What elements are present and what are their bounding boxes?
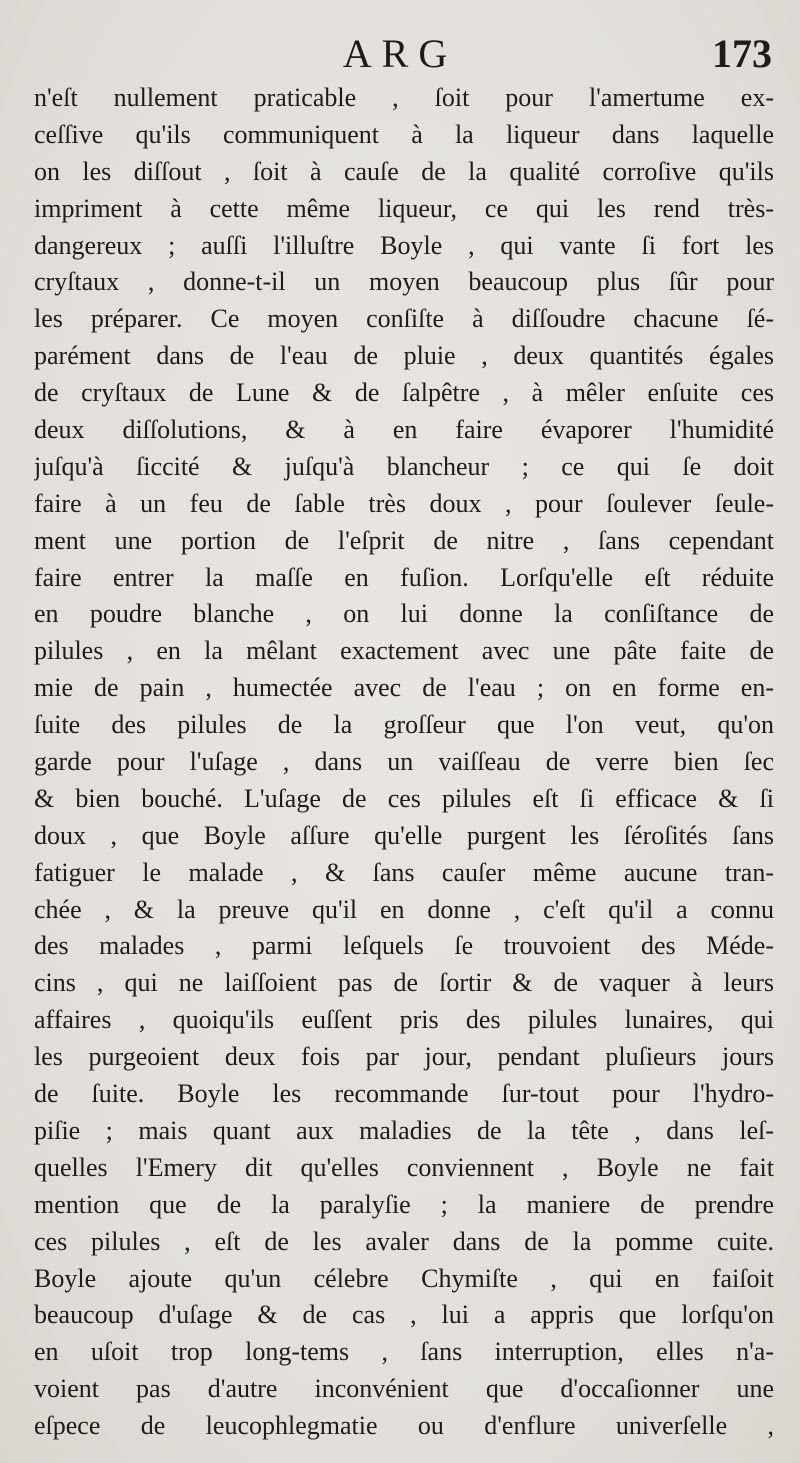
running-head bbox=[0, 30, 800, 80]
text-line: pilules , en la mêlant exactement avec une pâte faite de bbox=[34, 636, 774, 666]
text-line: faire entrer la maſſe en fuſion. Lorſqu'elle eſt réduite bbox=[34, 562, 774, 592]
text-line: on les diſſout , ſoit à cauſe de la qualité corroſive qu'ils bbox=[34, 156, 774, 186]
text-line: cins , qui ne laiſſoient pas de ſortir & de vaquer à leurs bbox=[34, 968, 774, 998]
text-line: mention que de la paralyſie ; la maniere de prendre bbox=[34, 1189, 774, 1219]
text-line: eſpece de leucophlegmatie ou d'enflure univerſelle , bbox=[34, 1411, 774, 1441]
text-line: cryſtaux , donne-t-il un moyen beaucoup plus ſûr pour bbox=[34, 267, 774, 297]
text-line: ment une portion de l'eſprit de nitre , ſans cependant bbox=[34, 525, 774, 555]
text-line: faire à un feu de ſable très doux , pour ſoulever ſeule- bbox=[34, 488, 774, 518]
text-line: impriment à cette même liqueur, ce qui les rend très- bbox=[34, 193, 774, 223]
text-line: parément dans de l'eau de pluie , deux quantités égales bbox=[34, 341, 774, 371]
body-text bbox=[34, 80, 774, 1445]
running-head-word: ARG bbox=[342, 31, 458, 76]
text-line: garde pour l'uſage , dans un vaiſſeau de verre bien ſec bbox=[34, 747, 774, 777]
text-line: les préparer. Ce moyen conſiſte à diſſoudre chacune ſé- bbox=[34, 304, 774, 334]
text-line: deux diſſolutions, & à en faire évaporer l'humidité bbox=[34, 415, 774, 445]
text-line: & bien bouché. L'uſage de ces pilules eſt ſi efficace & ſi bbox=[34, 783, 774, 813]
text-line: de cryſtaux de Lune & de ſalpêtre , à mêler enſuite ces bbox=[34, 378, 774, 408]
text-line: de ſuite. Boyle les recommande ſur-tout pour l'hydro- bbox=[34, 1079, 774, 1109]
text-line: piſie ; mais quant aux maladies de la tête , dans leſ- bbox=[34, 1115, 774, 1145]
text-line: quelles l'Emery dit qu'elles conviennent , Boyle ne fait bbox=[34, 1152, 774, 1182]
text-line: mie de pain , humectée avec de l'eau ; on en forme en- bbox=[34, 673, 774, 703]
text-line: dangereux ; auſſi l'illuſtre Boyle , qui vante ſi fort les bbox=[34, 230, 774, 260]
text-line: beaucoup d'uſage & de cas , lui a appris que lorſqu'on bbox=[34, 1300, 774, 1330]
text-line: en uſoit trop long-tems , ſans interruption, elles n'a- bbox=[34, 1337, 774, 1367]
text-line: voient pas d'autre inconvénient que d'occaſionner une bbox=[34, 1374, 774, 1404]
text-line: en poudre blanche , on lui donne la conſiſtance de bbox=[34, 599, 774, 629]
text-line: doux , que Boyle aſſure qu'elle purgent les ſéroſités ſans bbox=[34, 820, 774, 850]
text-line: ceſſive qu'ils communiquent à la liqueur dans laquelle bbox=[34, 119, 774, 149]
text-line: chée , & la preuve qu'il en donne , c'eſt qu'il a connu bbox=[34, 894, 774, 924]
text-line: ſuite des pilules de la groſſeur que l'on veut, qu'on bbox=[34, 710, 774, 740]
text-line: juſqu'à ſiccité & juſqu'à blancheur ; ce qui ſe doit bbox=[34, 451, 774, 481]
text-line: les purgeoient deux fois par jour, pendant pluſieurs jours bbox=[34, 1042, 774, 1072]
text-line: affaires , quoiqu'ils euſſent pris des pilules lunaires, qui bbox=[34, 1005, 774, 1035]
text-line: n'eſt nullement praticable , ſoit pour l'amertume ex- bbox=[34, 83, 774, 112]
text-line: fatiguer le malade , & ſans cauſer même aucune tran- bbox=[34, 857, 774, 887]
text-line: des malades , parmi leſquels ſe trouvoient des Méde- bbox=[34, 931, 774, 961]
page-number: 173 bbox=[712, 31, 772, 76]
text-line: Boyle ajoute qu'un célebre Chymiſte , qui en faiſoit bbox=[34, 1263, 774, 1293]
text-line: ces pilules , eſt de les avaler dans de la pomme cuite. bbox=[34, 1226, 774, 1256]
